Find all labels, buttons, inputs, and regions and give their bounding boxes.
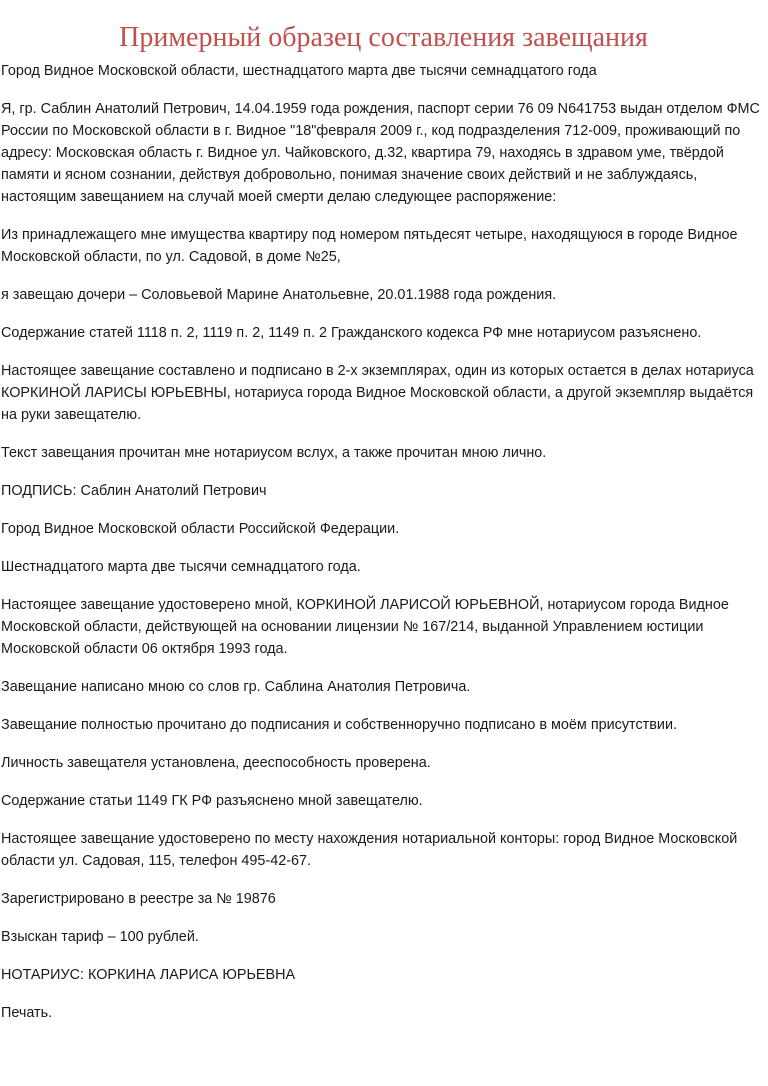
paragraph-articles-explained: Содержание статей 1118 п. 2, 1119 п. 2, 1149 п. 2 Гражданского кодекса РФ мне нотариусом разъяснено. xyxy=(1,325,702,341)
paragraph-signature: ПОДПИСЬ: Саблин Анатолий Петрович xyxy=(1,483,267,499)
document-title: Примерный образец составления завещания xyxy=(119,22,648,53)
paragraph-written-by: Завещание написано мною со слов гр. Саблина Анатолия Петровича. xyxy=(1,679,471,695)
paragraph-copies: Настоящее завещание составлено и подписано в 2-х экземплярах, один из которых остается в делах нотариуса КОРКИНОЙ ЛАРИСЫ ЮРЬЕВНЫ, нотариуса города Видное Московской области, а другой экземпляр выдаётся на руки завещателю. xyxy=(1,363,754,423)
paragraph-seal: Печать. xyxy=(1,1005,53,1021)
paragraph-office-location: Настоящее завещание удостоверено по месту нахождения нотариальной конторы: город Видное Московской области ул. Садовая, 115, телефон 495-42-67. xyxy=(1,831,738,869)
paragraph-identity-verified: Личность завещателя установлена, дееспособность проверена. xyxy=(1,755,431,771)
paragraph-heir: я завещаю дочери – Соловьевой Марине Анатольевне, 20.01.1988 года рождения. xyxy=(1,287,557,303)
paragraph-property: Из принадлежащего мне имущества квартиру под номером пятьдесят четыре, находящуюся в городе Видное Московской области, по ул. Садовой, в доме №25, xyxy=(1,227,738,265)
paragraph-city-country: Город Видное Московской области Российской Федерации. xyxy=(1,521,400,537)
paragraph-notary-name: НОТАРИУС: КОРКИНА ЛАРИСА ЮРЬЕВНА xyxy=(1,967,296,983)
paragraph-date-words: Шестнадцатого марта две тысячи семнадцатого года. xyxy=(1,559,361,575)
paragraph-read-aloud: Текст завещания прочитан мне нотариусом вслух, а также прочитан мною лично. xyxy=(1,445,547,461)
paragraph-fee: Взыскан тариф – 100 рублей. xyxy=(1,929,199,945)
paragraph-notary-certification: Настоящее завещание удостоверено мной, КОРКИНОЙ ЛАРИСОЙ ЮРЬЕВНОЙ, нотариусом города Видное Московской области, действующей на основании лицензии № 167/214, выданной Управлением юстиции Московской области 06 октября 1993 года. xyxy=(1,597,729,657)
paragraph-city-date: Город Видное Московской области, шестнадцатого марта две тысячи семнадцатого года xyxy=(1,63,597,79)
paragraph-fully-read: Завещание полностью прочитано до подписания и собственноручно подписано в моём присутствии. xyxy=(1,717,677,733)
paragraph-registry-number: Зарегистрировано в реестре за № 19876 xyxy=(1,891,276,907)
paragraph-testator-identity: Я, гр. Саблин Анатолий Петрович, 14.04.1959 года рождения, паспорт серии 76 09 N641753 выдан отделом ФМС России по Московской области в г. Видное "18"февраля 2009 г., код подразделения 712-009, проживающий по адресу: Московская область г. Видное ул. Чайковского, д.32, квартира 79, находясь в здравом уме, твёрдой памяти и ясном сознании, действуя добровольно, понимая значение своих действий и не заблуждаясь, настоящим завещанием на случай моей смерти делаю следующее распоряжение: xyxy=(1,101,760,205)
paragraph-article-1149: Содержание статьи 1149 ГК РФ разъяснено мной завещателю. xyxy=(1,793,423,809)
